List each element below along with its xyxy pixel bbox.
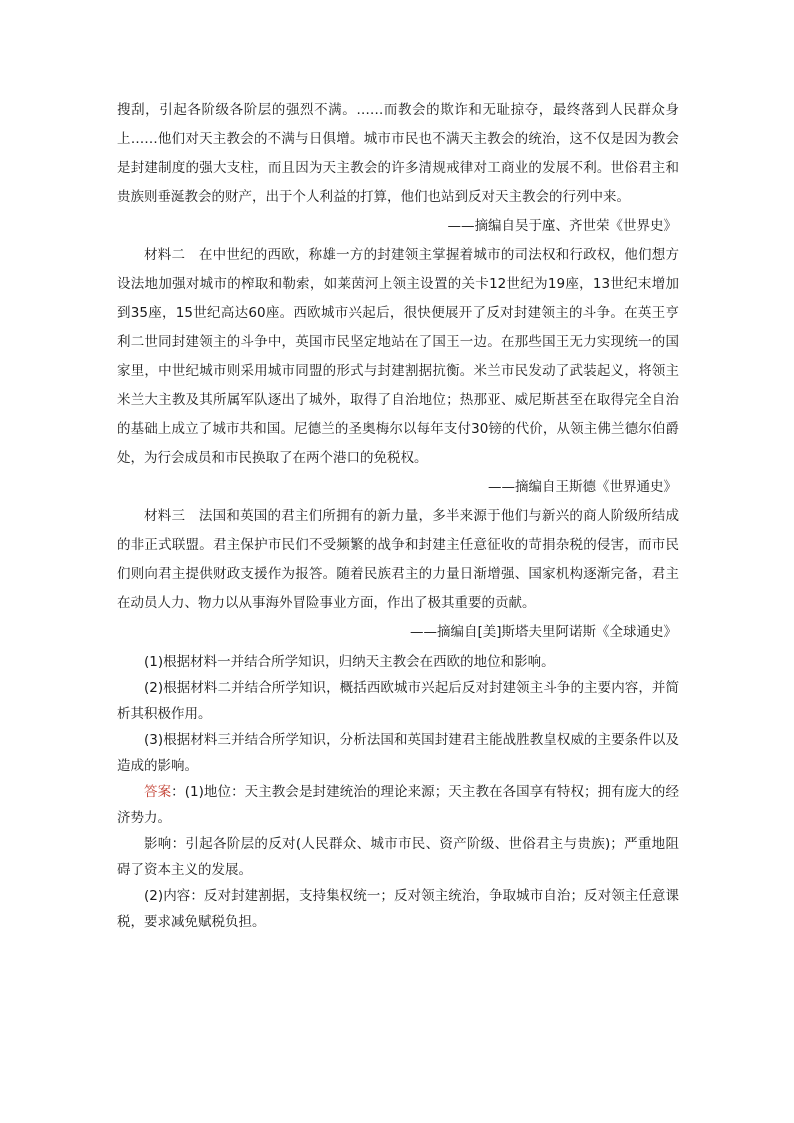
material1-source: ——摘编自吴于廑、齐世荣《世界史》 — [447, 218, 677, 234]
material2-source: ——摘编自王斯德《世界通史》 — [488, 479, 677, 495]
question-3: (3)根据材料三并结合所学知识，分析法国和英国封建君主能战胜教皇权威的主要条件以及造成的影响。 — [117, 732, 679, 774]
answer-first: (1)地位：天主教会是封建统治的理论来源；天主教在各国享有特权；拥有庞大的经济势力。 — [117, 784, 680, 826]
questions — [117, 649, 679, 779]
material3-source: ——摘编自[美]斯塔夫里阿诺斯《全球通史》 — [409, 624, 677, 640]
material3-text: 材料三 法国和英国的君主们所拥有的新力量，多半来源于他们与新兴的商人阶级所结成的非正式联盟。君主保护市民们不受频繁的战争和封建主任意征收的苛捐杂税的侵害，而市民们则向君主提供财政支援作为报答。随着民族君主的力量日渐增强、国家机构逐渐完备，君主在动员人力、物力以从事海外冒险事业方面，作出了极其重要的贡献。 — [117, 508, 679, 611]
answer-label: 答案 — [144, 784, 172, 800]
question-2: (2)根据材料二并结合所学知识，概括西欧城市兴起后反对封建领主斗争的主要内容，并简析其积极作用。 — [117, 680, 679, 722]
answer-colon: ： — [171, 784, 185, 800]
material1-continuation: 搜刮，引起各阶级各阶层的强烈不满。……而教会的欺诈和无耻掠夺，最终落到人民群众身上……他们对天主教会的不满与日俱增。城市市民也不满天主教会的统治，这不仅是因为教会是封建制度的强大支柱，而且因为天主教会的许多清规戒律对工商业的发展不利。世俗君主和贵族则垂涎教会的财产，出于个人利益的打算，他们也站到反对天主教会的行列中来。 — [117, 102, 679, 205]
question-1: (1)根据材料一并结合所学知识，归纳天主教会在西欧的地位和影响。 — [144, 654, 555, 670]
answer-part-1 — [117, 779, 679, 831]
answer-influence: 影响：引起各阶层的反对(人民群众、城市市民、资产阶级、世俗君主与贵族)；严重地阻碍了资本主义的发展。 — [117, 836, 679, 878]
answer-part-2: (2)内容：反对封建割据，支持集权统一；反对领主统治，争取城市自治；反对领主任意课税，要求减免赋税负担。 — [117, 888, 679, 930]
material2-text: 材料二 在中世纪的西欧，称雄一方的封建领主掌握着城市的司法权和行政权，他们想方设法地加强对城市的榨取和勒索，如莱茵河上领主设置的关卡12世纪为19座，13世纪末增加到35座，15世纪高达60座。西欧城市兴起后，很快便展开了反对封建领主的斗争。在英王亨利二世同封建领主的斗争中，英国市民坚定地站在了国王一边。在那些国王无力实现统一的国家里，中世纪城市则采用城市同盟的形式与封建割据抗衡。米兰市民发动了武装起义，将领主米兰大主教及其所属军队逐出了城外，取得了自治地位；热那亚、威尼斯甚至在取得完全自治的基础上成立了城市共和国。尼德兰的圣奥梅尔以每年支付30镑的代价，从领主佛兰德尔伯爵处，为行会成员和市民换取了在两个港口的免税权。 — [117, 247, 679, 466]
answer-block — [117, 779, 679, 935]
